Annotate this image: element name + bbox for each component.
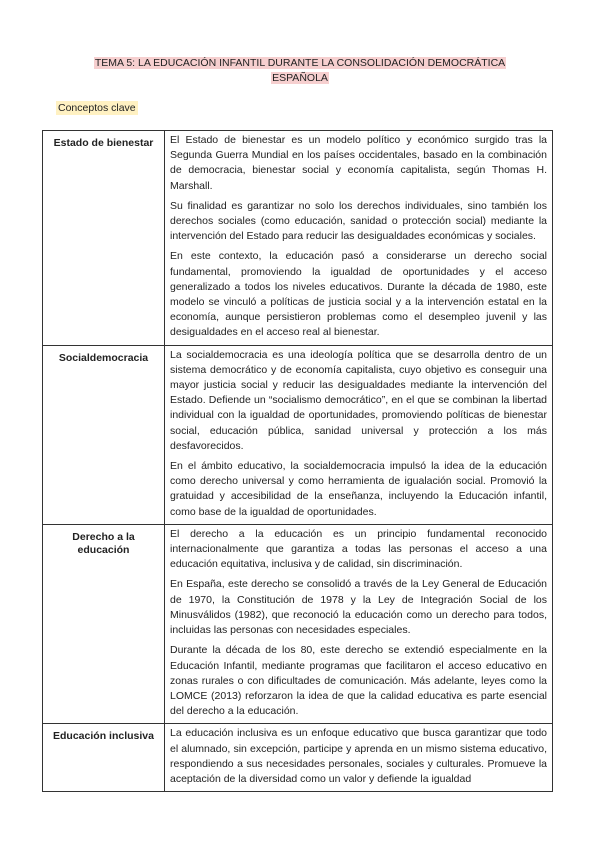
- section-label: Conceptos clave: [58, 102, 136, 114]
- concept-row: [43, 724, 553, 792]
- concept-row: [43, 131, 553, 346]
- concept-row: [43, 345, 553, 524]
- definition-paragraph: Durante la década de los 80, este derecho se extendió especialmente en la Educación Infantil, mediante programas que facilitaron el acceso educativo en zonas rurales o con dificultades de comunicación. Más adelante, leyes como la LOMCE (2013) reforzaron la idea de que la calidad educativa es parte esencial del derecho a la educación.: [170, 644, 547, 718]
- definition-paragraph: En España, este derecho se consolidó a través de la Ley General de Educación de 1970, la Constitución de 1978 y la Ley de Integración Social de los Minusválidos (1982), que reconoció la educación como un derecho para todos, incluidas las personas con necesidades especiales.: [170, 578, 547, 637]
- concept-definition: [165, 524, 553, 723]
- definition-paragraph: El Estado de bienestar es un modelo político y económico surgido tras la Segunda Guerra Mundial en los países occidentales, basado en la combinación de democracia, bienestar social y economía capitalista, según Thomas H. Marshall.: [170, 134, 547, 192]
- concept-term: Educación inclusiva: [43, 724, 165, 792]
- definition-paragraph: La educación inclusiva es un enfoque educativo que busca garantizar que todo el alumnado, sin excepción, participe y aprenda en un mismo sistema educativo, respondiendo a sus necesidades personales, sociales y culturales. Promueve la aceptación de la diversidad como un valor y defiende la igualdad: [170, 727, 547, 785]
- title-line-2: ESPAÑOLA: [272, 72, 328, 84]
- definition-paragraph: El derecho a la educación es un principio fundamental reconocido internacionalmente que garantiza a todas las personas el acceso a una educación equitativa, inclusiva y de calidad, sin discriminación.: [170, 527, 547, 571]
- definition-paragraph: La socialdemocracia es una ideología política que se desarrolla dentro de un sistema democrático y de economía capitalista, cuyo objetivo es conseguir una mayor justicia social y reducir las desigualdades mediante la intervención del Estado. Defiende un “socialismo democrático”, en el que se combinan la libertad individual con la igualdad de oportunidades, promoviendo políticas de bienestar social, educación pública, sanidad universal y protección a los más desfavorecidos.: [170, 348, 547, 452]
- definition-paragraph: Su finalidad es garantizar no solo los derechos individuales, sino también los derechos sociales (como educación, sanidad o protección social) mediante la intervención del Estado para reducir las desigualdades económicas y sociales.: [170, 199, 547, 243]
- concept-term: Estado de bienestar: [43, 131, 165, 346]
- concept-row: [43, 524, 553, 723]
- title-line-1: TEMA 5: LA EDUCACIÓN INFANTIL DURANTE LA CONSOLIDACIÓN DEMOCRÁTICA: [94, 57, 506, 69]
- concept-definition: [165, 724, 553, 792]
- definition-paragraph: En este contexto, la educación pasó a considerarse un derecho social fundamental, promoviendo la igualdad de oportunidades y el acceso generalizado a todos los niveles educativos. Durante la década de 1980, este modelo se vinculó a políticas de justicia social y a la intervención estatal en la economía, aunque persistieron problemas como el desempleo juvenil y las desigualdades en el acceso real al bienestar.: [170, 250, 547, 339]
- definition-paragraph: En el ámbito educativo, la socialdemocracia impulsó la idea de la educación como derecho universal y como herramienta de igualación social. Promovió la gratuidad y accesibilidad de la enseñanza, incluyendo la Educación infantil, como base de la igualdad de oportunidades.: [170, 460, 547, 518]
- document-title: [0, 56, 600, 86]
- concept-definition: [165, 345, 553, 524]
- concept-definition: [165, 131, 553, 346]
- concept-term: Derecho a la educación: [43, 524, 165, 723]
- concepts-table: [42, 130, 553, 792]
- concept-term: Socialdemocracia: [43, 345, 165, 524]
